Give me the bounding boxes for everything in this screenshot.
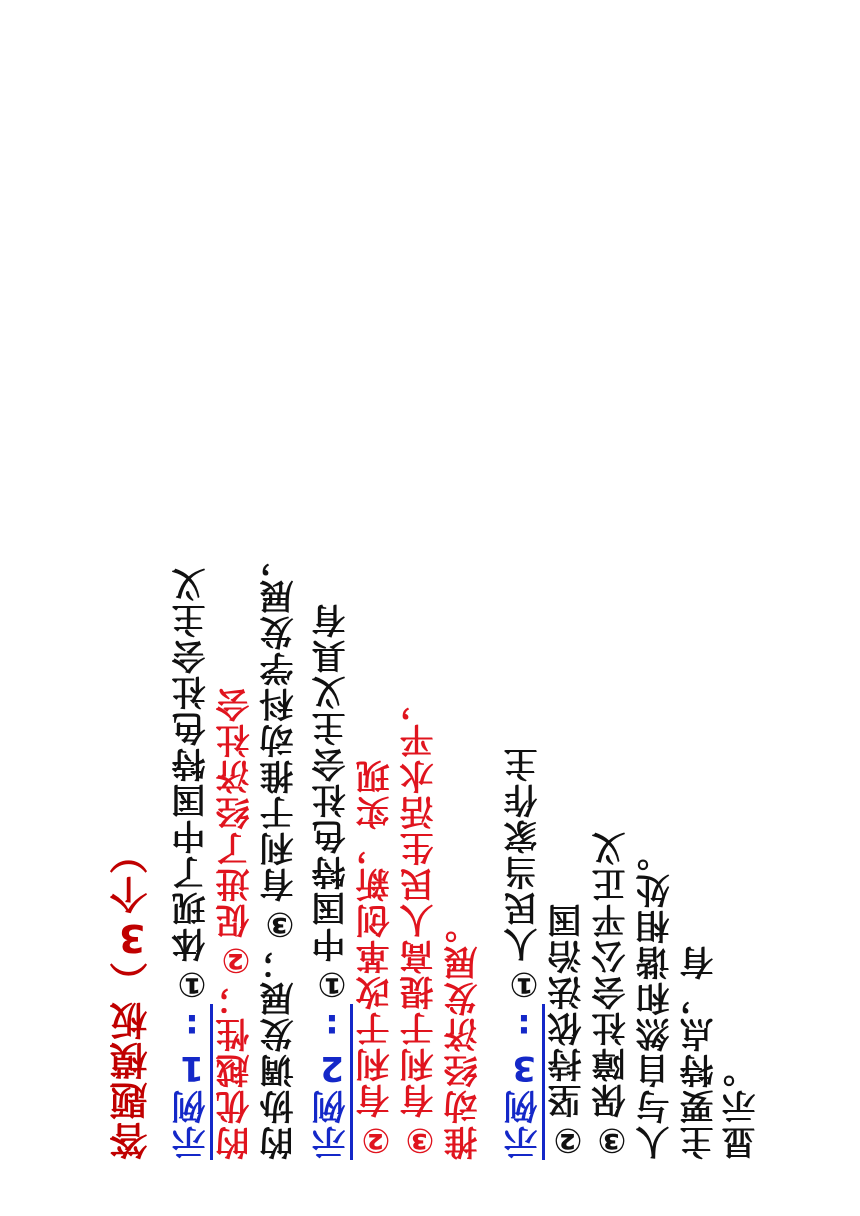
section-3-line-1: ①人民当家作主 — [504, 746, 544, 1004]
section-2-line-2: ②有利于改革创新，实现 — [356, 758, 396, 1160]
section-2-line-3: ③有利于提高人民生活水平， — [400, 686, 440, 1160]
column-text-3: 主要特点，有 — [680, 944, 720, 1160]
section-2 — [310, 50, 354, 1160]
column-text-1: 显示。 — [722, 1052, 762, 1160]
section-2-line-1: ①中国特色社会主义具有 — [312, 602, 352, 1004]
section-1-line-4: 人与自然和谐相处。 — [636, 836, 676, 1160]
section-3-line-3: ③保障社会公平正义 — [592, 830, 632, 1160]
section-1-label: 示例1: — [172, 1004, 212, 1160]
section-1-line-3: 的协调发展；③有利于推动科学发展， — [260, 542, 300, 1160]
section-2-label: 示例2: — [312, 1004, 352, 1160]
section-3-line-2: ②坚持依法治国 — [548, 902, 588, 1160]
section-3-label: 示例3: — [504, 1004, 544, 1160]
section-3 — [502, 50, 546, 1160]
section-1-line-1: ①体现了中国特色社会主义 — [172, 566, 212, 1004]
rotated-text-block — [110, 50, 762, 1160]
section-1 — [170, 50, 214, 1160]
section-1-line-2: 的优越性；②促进了经济社会 — [216, 686, 256, 1160]
section-2-line-4: 推动经济发展。 — [444, 908, 484, 1160]
page-title: 答题模板（3个） — [110, 834, 154, 1160]
